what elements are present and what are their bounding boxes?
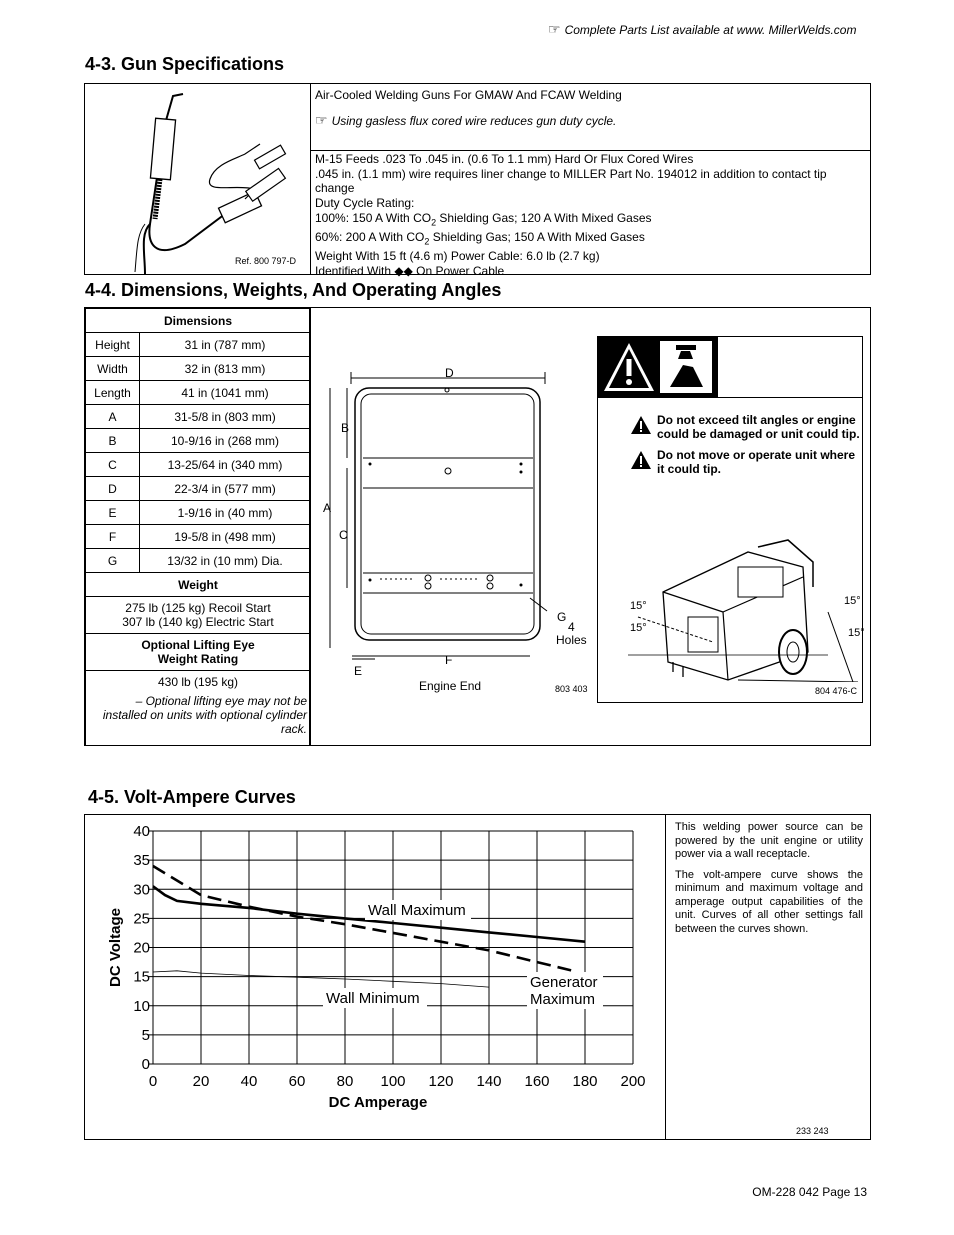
parts-list-note: ☞ Complete Parts List available at www. MillerWelds.com bbox=[548, 21, 857, 37]
top-view-drawing bbox=[315, 358, 605, 678]
table-row: A 31-5/8 in (803 mm) bbox=[86, 405, 311, 429]
x-tick-label: 200 bbox=[620, 1073, 646, 1090]
x-tick-label: 60 bbox=[288, 1073, 306, 1090]
y-tick-label: 40 bbox=[133, 823, 150, 840]
y-tick-label: 30 bbox=[133, 881, 150, 899]
y-axis-label: DC Voltage bbox=[107, 908, 124, 987]
y-tick-label: 35 bbox=[133, 852, 150, 870]
table-row: Height 31 in (787 mm) bbox=[86, 333, 311, 357]
x-tick-label: 20 bbox=[192, 1073, 210, 1090]
dimensions-box: Dimensions Height 31 in (787 mm) Width 32 in (813 mm) Length 41 in (1041 mm) A 31-5/8 in (803 mm) B 10-9/16 in (268 mm) C 13-25/64 in (340 mm) D 22-3/4 in (577 mm) E 1-9/16 in (40 mm) F 19-5/8 in (498 mm) G 13/32 in (10 mm) Dia. Weight 275 lb (125 kg) Recoil Start 307 lb (140 kg) Electric Start Optional Lifting Eye Weight Rating 430 lb (195 kg) – Optional lifting eye may not be installed on units with optional cylinder rack. D B A C F E G 4 Holes Engine End 803 403 Do not exceed tilt angles or engine could be damaged or unit could tip. Do not move or operate unit where it could tip. 15° 15° 15° 15° 804 476-C bbox=[84, 307, 871, 746]
series-label: Maximum bbox=[530, 991, 596, 1008]
warning-icon bbox=[630, 415, 652, 440]
volt-ampere-chart bbox=[85, 815, 665, 1139]
pointing-hand-icon: ☞ bbox=[315, 112, 328, 128]
x-tick-label: 160 bbox=[524, 1073, 550, 1090]
dimensions-table: Dimensions Height 31 in (787 mm) Width 32 in (813 mm) Length 41 in (1041 mm) A 31-5/8 in (803 mm) B 10-9/16 in (268 mm) C 13-25/64 in (340 mm) D 22-3/4 in (577 mm) E 1-9/16 in (40 mm) F 19-5/8 in (498 mm) G 13/32 in (10 mm) Dia. Weight 275 lb (125 kg) Recoil Start 307 lb (140 kg) Electric Start Optional Lifting Eye Weight Rating 430 lb (195 kg) – Optional lifting eye may not be installed on units with optional cylinder rack. bbox=[85, 308, 311, 746]
gun-specs-list: M-15 Feeds .023 To .045 in. (0.6 To 1.1 mm) Hard Or Flux Cored Wires .045 in. (1.1 mm) wire requires liner change to MILLER Part No. 194012 in addition to contact tip change Duty Cycle Rating: 100%: 150 A With $CO_2$ Shielding Gas; 120 A With Mixed Gases 60%: 200 A With $CO_2$ Shielding Gas; 150 A With Mixed Gases Weight With 15 ft (4.6 m) Power Cable: 6.0 lb (2.7 kg) Identified With ◆◆ On Power Cable bbox=[315, 152, 827, 278]
x-tick-label: 180 bbox=[572, 1073, 598, 1090]
welding-gun-illustration bbox=[125, 84, 315, 274]
gun-specs-box bbox=[84, 83, 871, 278]
y-tick-label: 15 bbox=[133, 968, 150, 986]
y-tick-label: 25 bbox=[133, 910, 150, 928]
pointing-hand-icon: ☞ bbox=[548, 21, 561, 37]
gun-duty-note: ☞ Using gasless flux cored wire reduces gun duty cycle. bbox=[315, 112, 617, 128]
table-row: C 13-25/64 in (340 mm) bbox=[86, 453, 311, 477]
gun-type-text: Air-Cooled Welding Guns For GMAW And FCAW Welding bbox=[315, 88, 622, 102]
gun-ref-number: Ref. 800 797-D bbox=[235, 256, 297, 266]
x-tick-label: 0 bbox=[148, 1073, 158, 1090]
table-row: Width 32 in (813 mm) bbox=[86, 357, 311, 381]
series-label: Generator bbox=[530, 974, 598, 991]
x-tick-label: 40 bbox=[240, 1073, 258, 1090]
chart-description: This welding power source can be powered by the unit engine or utility power via a wall receptacle. The volt-ampere curve shows the minimum and maximum voltage and amperage output capabilities of the unit. Curves of all other settings fall between the curves shown. bbox=[675, 821, 863, 935]
section-title-dimensions: 4-4. Dimensions, Weights, And Operating Angles bbox=[85, 280, 502, 300]
section-title-volt-ampere: 4-5. Volt-Ampere Curves bbox=[88, 787, 296, 807]
warning-icon bbox=[630, 450, 652, 475]
y-tick-label: 20 bbox=[133, 939, 150, 957]
table-row: F 19-5/8 in (498 mm) bbox=[86, 525, 311, 549]
table-row: D 22-3/4 in (577 mm) bbox=[86, 477, 311, 501]
warning-triangle-icon bbox=[598, 337, 718, 397]
warning-tilt-text: Do not exceed tilt angles or engine could be damaged or unit could tip. bbox=[657, 413, 860, 441]
table-row: Length 41 in (1041 mm) bbox=[86, 381, 311, 405]
table-row: B 10-9/16 in (268 mm) bbox=[86, 429, 311, 453]
page-footer: OM-228 042 Page 13 bbox=[752, 1185, 867, 1199]
y-tick-label: 10 bbox=[133, 997, 150, 1015]
y-tick-label: 5 bbox=[141, 1026, 150, 1044]
table-row: G 13/32 in (10 mm) Dia. bbox=[86, 549, 311, 573]
x-tick-label: 140 bbox=[476, 1073, 502, 1090]
x-tick-label: 120 bbox=[428, 1073, 454, 1090]
section-title-gun-specs: 4-3. Gun Specifications bbox=[85, 54, 285, 74]
warning-tip-text: Do not move or operate unit where it could tip. bbox=[657, 448, 856, 476]
generator-tilt-illustration bbox=[628, 522, 863, 682]
x-tick-label: 100 bbox=[380, 1073, 406, 1090]
volt-ampere-box: 0 20 40 60 80 100 120 140 160 180 200 0 5 10 15 20 25 30 35 40 DC Amperage DC Voltage Wall Maximum Wall Minimum Generator Maximum This welding power source can be powered by the unit engine or utility power via a wall receptacle. The volt-ampere curve shows the minimum and maximum voltage and amperage output capabilities of the unit. Curves of all other settings fall between the curves shown. 233 243 bbox=[84, 814, 871, 1140]
series-label: Wall Minimum bbox=[326, 990, 420, 1007]
series-line bbox=[153, 971, 489, 987]
x-axis-label: DC Amperage bbox=[328, 1094, 428, 1111]
engine-end-label: Engine End bbox=[419, 679, 482, 693]
y-tick-label: 0 bbox=[141, 1056, 150, 1073]
table-row: E 1-9/16 in (40 mm) bbox=[86, 501, 311, 525]
series-label: Wall Maximum bbox=[368, 902, 466, 919]
x-tick-label: 80 bbox=[336, 1073, 354, 1090]
warning-panel: Do not exceed tilt angles or engine could be damaged or unit could tip. Do not move or operate unit where it could tip. 15° 15° 15° 15° 804 476-C bbox=[597, 336, 863, 703]
